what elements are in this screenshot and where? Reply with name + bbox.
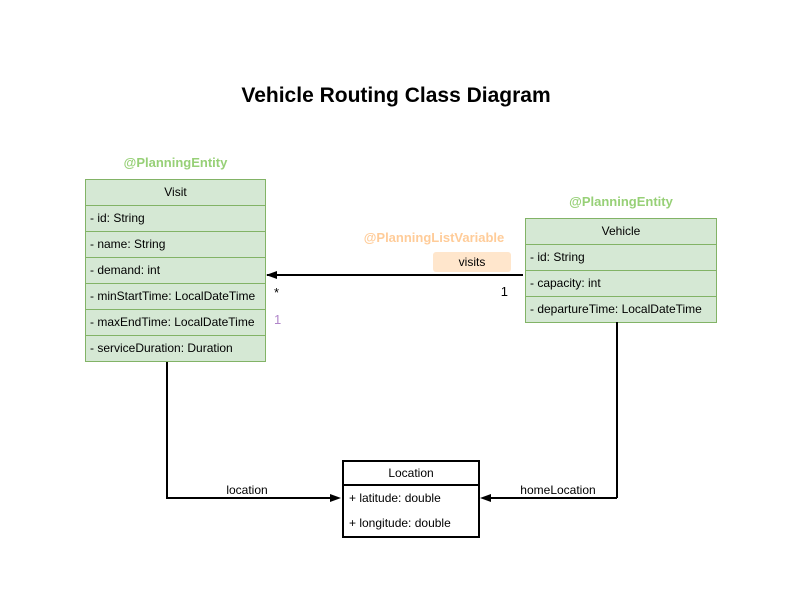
visit-class-box[interactable] — [85, 179, 266, 362]
location-arrowhead-icon — [330, 494, 341, 502]
location-class-name: Location — [344, 462, 478, 486]
location-field: + longitude: double — [349, 516, 451, 530]
visit-field: - maxEndTime: LocalDateTime — [86, 309, 265, 335]
vehicle-class-box[interactable] — [525, 218, 717, 323]
location-class-box[interactable] — [342, 460, 480, 538]
visit-field-list — [86, 205, 265, 361]
visit-planning-entity-annotation: @PlanningEntity — [123, 155, 228, 170]
visits-multiplicity-star: * — [274, 285, 280, 300]
visit-field: - id: String — [86, 205, 265, 231]
location-field: + latitude: double — [349, 491, 441, 505]
visit-field: - demand: int — [86, 257, 265, 283]
home-location-arrowhead-icon — [480, 494, 491, 502]
location-edge-label: location — [226, 483, 268, 497]
visit-class-name: Visit — [164, 185, 187, 199]
visit-field: - serviceDuration: Duration — [86, 335, 265, 361]
vehicle-field: - capacity: int — [526, 270, 716, 296]
stray-multiplicity-one: 1 — [274, 312, 282, 327]
vehicle-field: - departureTime: LocalDateTime — [526, 296, 716, 322]
home-location-edge-label: homeLocation — [520, 483, 596, 497]
location-edge-horizontal — [166, 497, 334, 499]
visits-multiplicity-one: 1 — [500, 284, 508, 299]
location-edge-vertical — [166, 362, 168, 498]
vehicle-field-list — [526, 244, 716, 322]
diagram-title: Vehicle Routing Class Diagram — [241, 84, 551, 107]
home-location-edge-horizontal — [489, 497, 617, 499]
visits-arrowhead-icon — [266, 271, 277, 279]
visit-field: - name: String — [86, 231, 265, 257]
planning-list-variable-annotation: @PlanningListVariable — [363, 230, 505, 245]
visits-edge-label[interactable]: visits — [433, 252, 511, 272]
vehicle-class-name: Vehicle — [601, 224, 641, 238]
vehicle-planning-entity-annotation: @PlanningEntity — [569, 194, 673, 209]
visit-field: - minStartTime: LocalDateTime — [86, 283, 265, 309]
visits-edge-line — [267, 274, 523, 276]
vehicle-field: - id: String — [526, 244, 716, 270]
location-field-list — [344, 486, 478, 536]
home-location-edge-vertical — [616, 322, 618, 498]
